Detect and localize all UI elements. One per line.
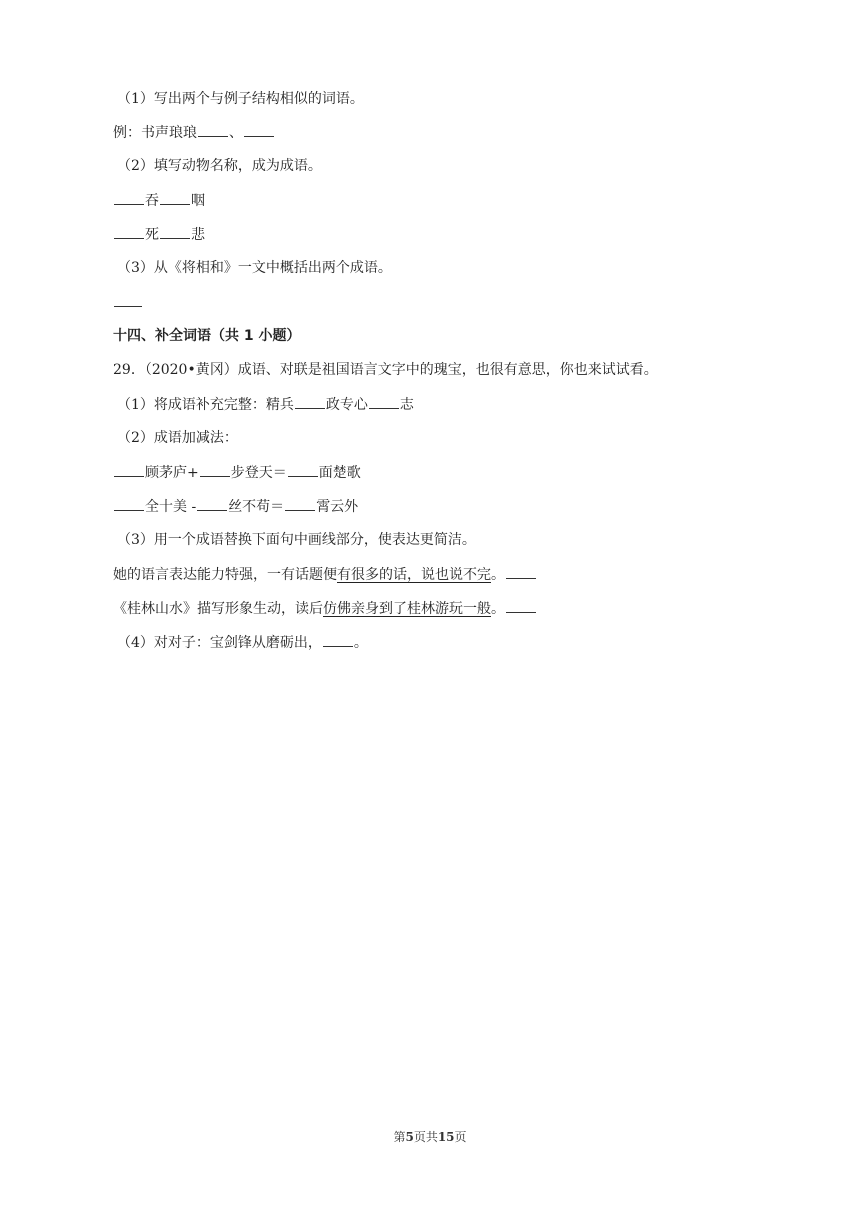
sentence-end: 。 (491, 601, 505, 617)
q29-sentence-1 (113, 564, 537, 585)
q29-stem: 29．（2020•黄冈）成语、对联是祖国语言文字中的瑰宝，也很有意思，你也来试试看。 (113, 362, 658, 378)
answer-blank[interactable] (160, 190, 190, 205)
idiom-fragment: 面楚歌 (318, 465, 361, 481)
answer-blank[interactable] (244, 122, 274, 137)
q29-equation-2 (113, 496, 358, 517)
underlined-phrase: 有很多的话，说也说不完 (337, 567, 491, 583)
q29-part1-mid: 政专心 (325, 397, 368, 413)
idiom-fragment: 步登天＝ (230, 465, 287, 481)
q28-idiom-a (113, 190, 205, 211)
q29-part1-text: （1）将成语补充完整：精兵 (117, 397, 294, 413)
q28-idiom-b (113, 224, 205, 245)
idiom-fragment: 丝不苟＝ (228, 499, 285, 515)
answer-blank[interactable] (506, 564, 536, 579)
answer-blank[interactable] (285, 496, 315, 511)
idiom-char: 咽 (191, 193, 205, 209)
idiom-char: 吞 (145, 193, 159, 209)
sentence-text: 《桂林山水》描写形象生动，读后 (113, 601, 323, 617)
idiom-char: 悲 (191, 227, 205, 243)
q29-sentence-2 (113, 598, 537, 619)
q28-part2: （2）填写动物名称，成为成语。 (117, 158, 322, 174)
footer-mid: 页共 (413, 1130, 438, 1144)
page-footer (0, 1128, 860, 1145)
answer-blank[interactable] (114, 190, 144, 205)
sentence-text: 她的语言表达能力特强，一有话题便 (113, 567, 337, 583)
q28-part3: （3）从《将相和》一文中概括出两个成语。 (117, 260, 392, 276)
couplet-text: （4）对对子：宝剑锋从磨砺出， (117, 635, 322, 651)
idiom-char: 死 (145, 227, 159, 243)
answer-blank[interactable] (114, 496, 144, 511)
idiom-fragment: 霄云外 (316, 499, 359, 515)
sentence-end: 。 (491, 567, 505, 583)
answer-blank[interactable] (295, 394, 325, 409)
answer-blank[interactable] (198, 122, 228, 137)
answer-blank[interactable] (114, 224, 144, 239)
couplet-end: 。 (353, 635, 368, 651)
q29-part1 (117, 394, 414, 415)
answer-blank[interactable] (288, 462, 318, 477)
underlined-phrase: 仿佛亲身到了桂林游玩一般 (323, 601, 491, 617)
idiom-fragment: 顾茅庐+ (145, 465, 199, 481)
q29-part4 (117, 632, 368, 653)
page-total: 15 (437, 1130, 455, 1144)
answer-blank[interactable] (114, 292, 142, 307)
answer-blank[interactable] (323, 632, 353, 647)
answer-blank[interactable] (200, 462, 230, 477)
q29-part1-end: 志 (399, 397, 414, 413)
q28-part1: （1）写出两个与例子结构相似的词语。 (117, 91, 364, 107)
answer-blank[interactable] (197, 496, 227, 511)
page-number: 5 (405, 1130, 414, 1144)
q28-example-line (113, 122, 275, 143)
footer-post: 页 (454, 1130, 467, 1144)
q28-example-text: 例：书声琅琅 (113, 125, 197, 141)
answer-blank[interactable] (114, 462, 144, 477)
answer-blank[interactable] (160, 224, 190, 239)
idiom-fragment: 全十美 - (145, 499, 197, 515)
separator: 、 (229, 125, 243, 141)
q29-equation-1 (113, 462, 361, 483)
q29-part2: （2）成语加减法： (117, 430, 238, 446)
answer-blank[interactable] (506, 598, 536, 613)
section-heading: 十四、补全词语（共 1 小题） (113, 328, 301, 344)
q28-part3-answer (113, 292, 143, 313)
answer-blank[interactable] (369, 394, 399, 409)
footer-pre: 第 (393, 1130, 406, 1144)
q29-part3: （3）用一个成语替换下面句中画线部分，使表达更简洁。 (117, 532, 476, 548)
